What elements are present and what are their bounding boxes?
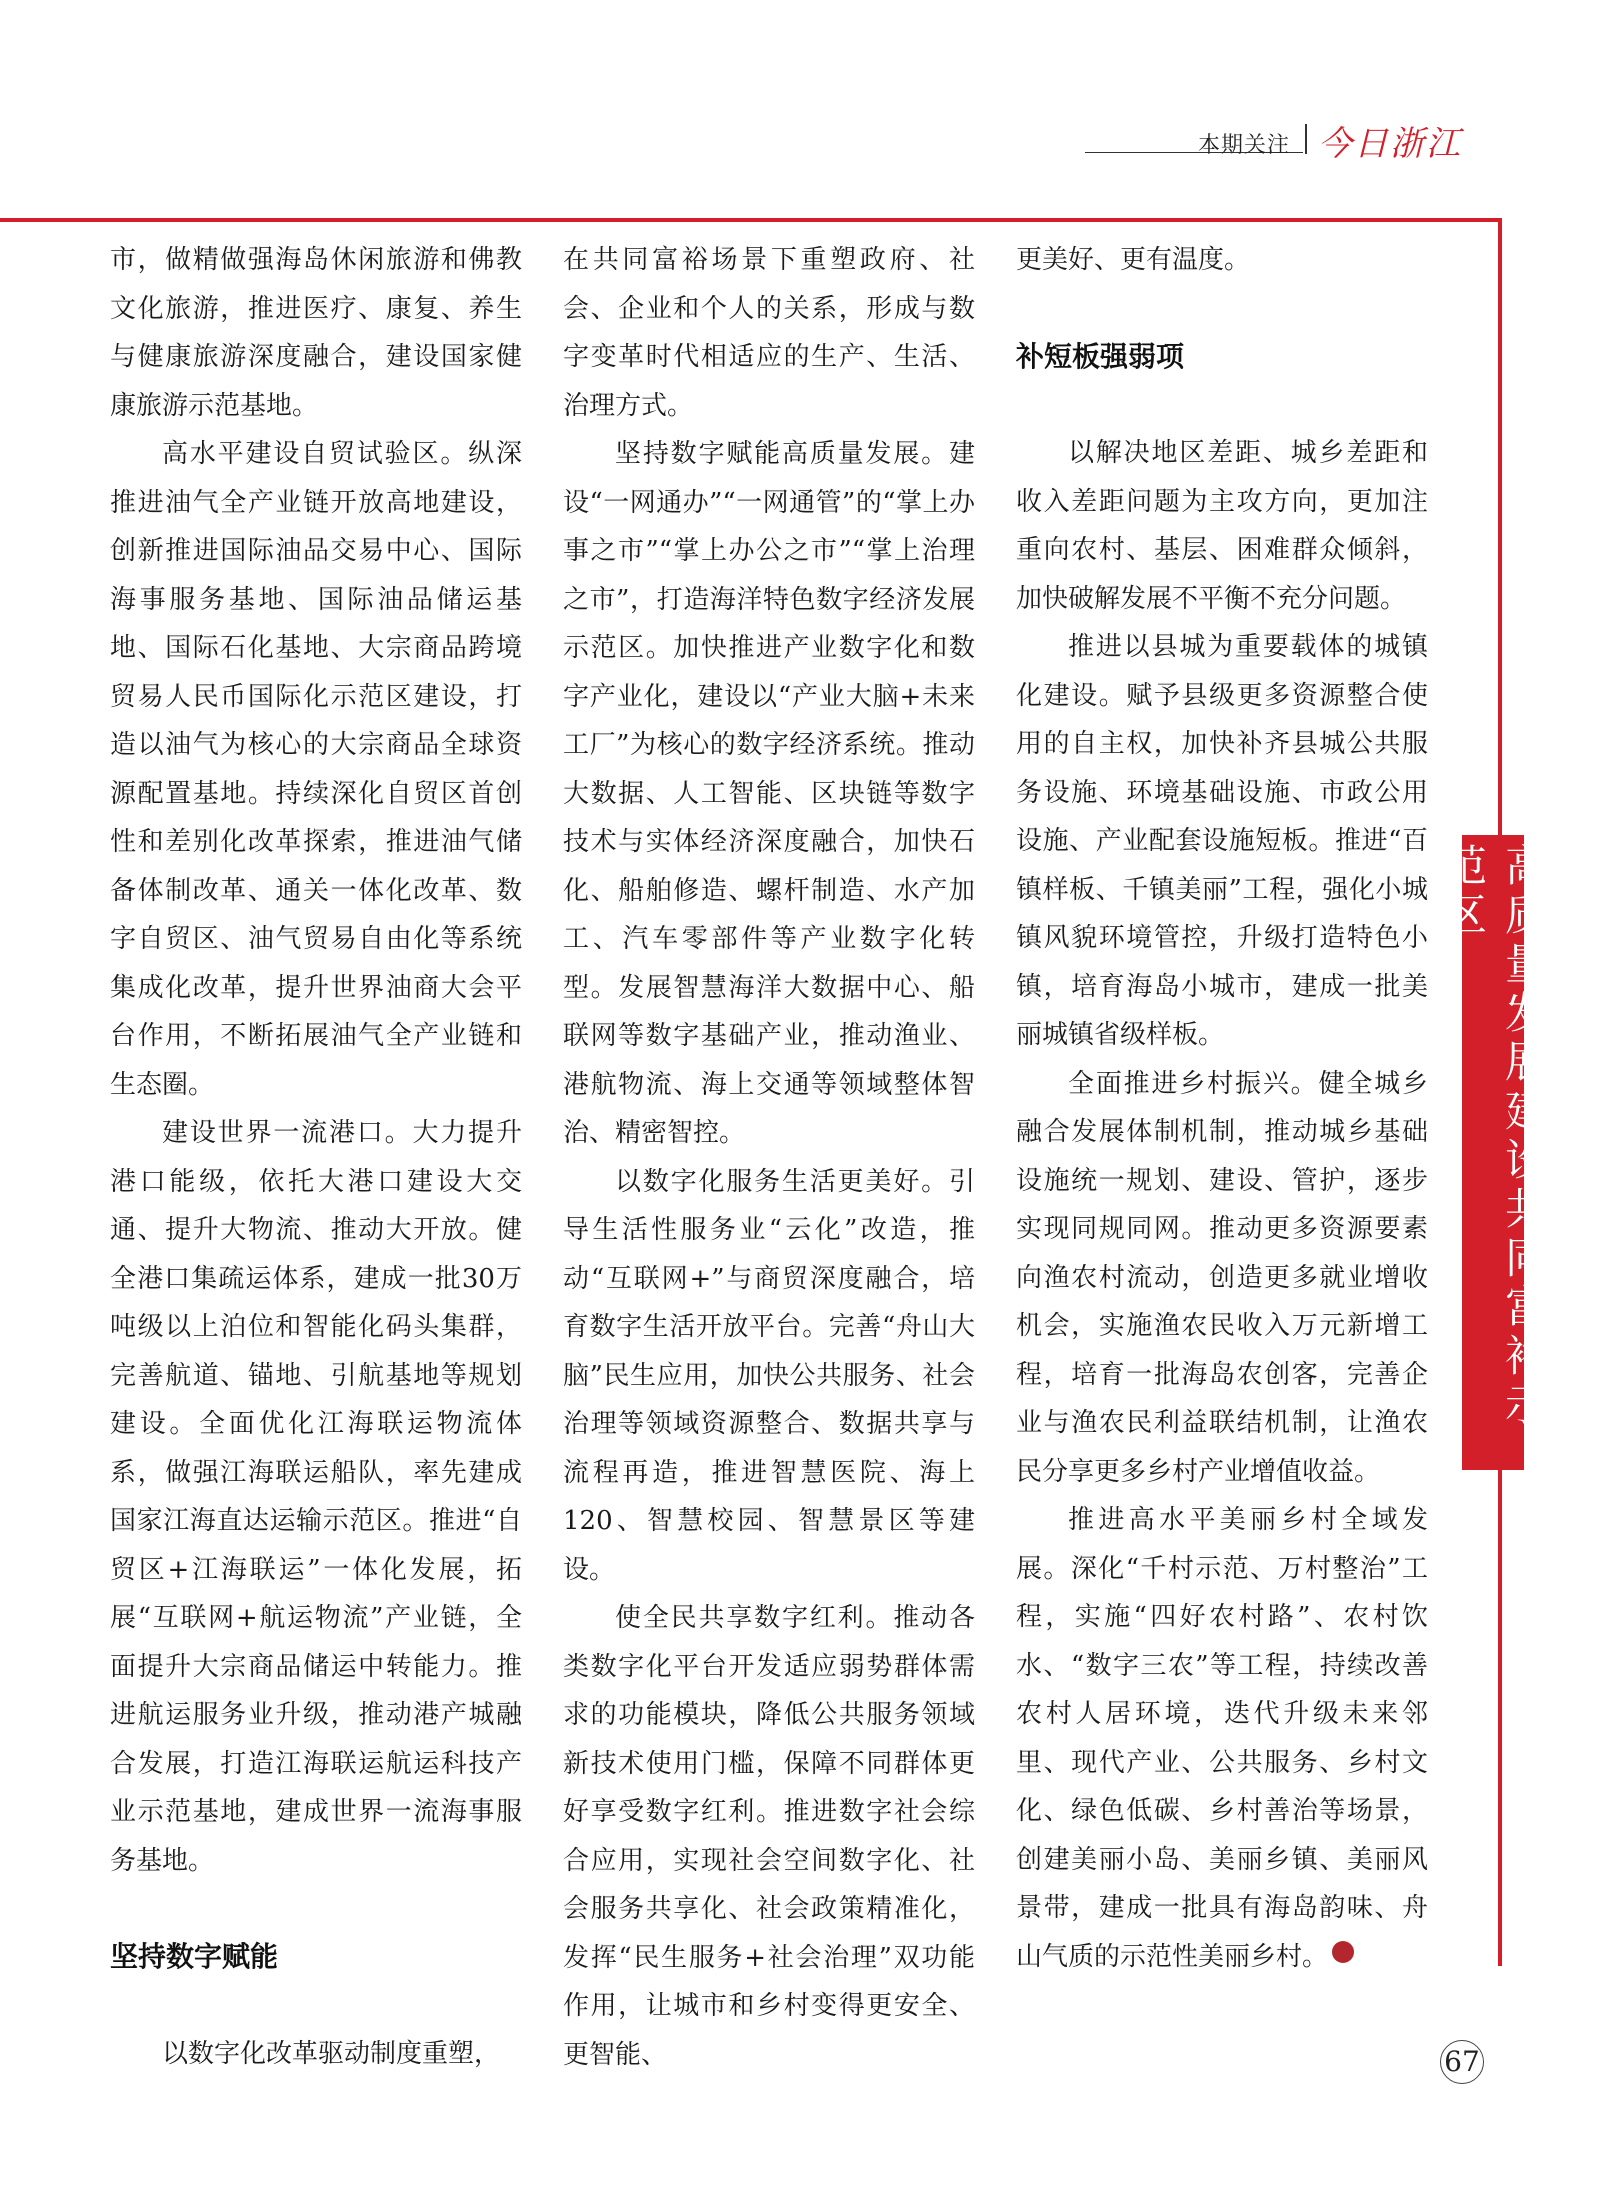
- paragraph: 在共同富裕场景下重塑政府、社会、企业和个人的关系，形成与数字变革时代相适应的生产、生活、治理方式。: [563, 245, 975, 421]
- side-title-banner: 高质量发展建设共同富裕示范区: [1462, 835, 1524, 1470]
- paragraph-last: [1016, 1496, 1428, 1981]
- article-column-1: [110, 236, 522, 2078]
- paragraph-text: 推进高水平美丽乡村全域发展。深化“千村示范、万村整治”工程，实施“四好农村路”、农村饮水、“数字三农”等工程，持续改善农村人居环境，迭代升级未来邻里、现代产业、公共服务、乡村文化、绿色低碳、乡村善治等场景，创建美丽小岛、美丽乡镇、美丽风景带，建成一批具有海岛韵味、舟山气质的示范性美丽乡村。: [1016, 1505, 1428, 1972]
- top-red-rule: [0, 218, 1502, 222]
- paragraph: 以数字化服务生活更美好。引导生活性服务业“云化”改造，推动“互联网+”与商贸深度融合，培育数字生活开放平台。完善“舟山大脑”民生应用，加快公共服务、社会治理等领域资源整合、数据共享与流程再造，推进智慧医院、海上120、智慧校园、智慧景区等建设。: [563, 1166, 975, 1585]
- paragraph: 坚持数字赋能高质量发展。建设“一网通办”“一网通管”的“掌上办事之市”“掌上办公之市”“掌上治理之市”，打造海洋特色数字经济发展示范区。加快推进产业数字化和数字产业化，建设以“产业大脑+未来工厂”为核心的数字经济系统。推动大数据、人工智能、区块链等数字技术与实体经济深度融合，加快石化、船舶修造、螺杆制造、水产加工、汽车零部件等产业数字化转型。发展智慧海洋大数据中心、船联网等数字基础产业，推动渔业、港航物流、海上交通等领域整体智治、精密智控。: [563, 439, 975, 1148]
- paragraph: 推进以县城为重要载体的城镇化建设。赋予县级更多资源整合使用的自主权，加快补齐县城公共服务设施、环境基础设施、市政公用设施、产业配套设施短板。推进“百镇样板、千镇美丽”工程，强化小城镇风貌环境管控，升级打造特色小镇，培育海岛小城市，建成一批美丽城镇省级样板。: [1016, 632, 1428, 1050]
- paragraph: 全面推进乡村振兴。健全城乡融合发展体制机制，推动城乡基础设施统一规划、建设、管护，逐步实现同规同网。推动更多资源要素向渔农村流动，创造更多就业增收机会，实施渔农民收入万元新增工程，培育一批海岛农创客，完善企业与渔农民利益联结机制，让渔农民分享更多乡村产业增值收益。: [1016, 1068, 1428, 1487]
- end-mark-icon: [1332, 1941, 1354, 1963]
- header-divider: [1305, 124, 1307, 154]
- paragraph: 更美好、更有温度。: [1016, 245, 1251, 275]
- article-column-2: [563, 236, 975, 2079]
- section-heading: 坚持数字赋能: [110, 1940, 279, 1973]
- page-number: 67: [1440, 2040, 1484, 2084]
- paragraph: 以解决地区差距、城乡差距和收入差距问题为主攻方向，更加注重向农村、基层、困难群众倾斜，加快破解发展不平衡不充分问题。: [1016, 438, 1428, 614]
- article-column-3: [1016, 236, 1428, 1981]
- section-heading: 补短板强弱项: [1016, 339, 1185, 373]
- paragraph: 高水平建设自贸试验区。纵深推进油气全产业链开放高地建设，创新推进国际油品交易中心、国际海事服务基地、国际油品储运基地、国际石化基地、大宗商品跨境贸易人民币国际化示范区建设，打造以油气为核心的大宗商品全球资源配置基地。持续深化自贸区首创性和差别化改革探索，推进油气储备体制改革、通关一体化改革、数字自贸区、油气贸易自由化等系统集成化改革，提升世界油商大会平台作用，不断拓展油气全产业链和生态圈。: [110, 439, 522, 1100]
- paragraph: 建设世界一流港口。大力提升港口能级，依托大港口建设大交通、提升大物流、推动大开放。健全港口集疏运体系，建成一批30万吨级以上泊位和智能化码头集群，完善航道、锚地、引航基地等规划建设。全面优化江海联运物流体系，做强江海联运船队，率先建成国家江海直达运输示范区。推进“自贸区+江海联运”一体化发展，拓展“互联网+航运物流”产业链，全面提升大宗商品储运中转能力。推进航运服务业升级，推动港产城融合发展，打造江海联运航运科技产业示范基地，建成世界一流海事服务基地。: [110, 1118, 522, 1876]
- paragraph: 市，做精做强海岛休闲旅游和佛教文化旅游，推进医疗、康复、养生与健康旅游深度融合，建设国家健康旅游示范基地。: [110, 245, 522, 421]
- magazine-logo: 今日浙江: [1318, 124, 1462, 164]
- section-label: 本期关注: [1198, 133, 1291, 158]
- paragraph: 使全民共享数字红利。推动各类数字化平台开发适应弱势群体需求的功能模块，降低公共服务领域新技术使用门槛，保障不同群体更好享受数字红利。推进数字社会综合应用，实现社会空间数字化、社会服务共享化、社会政策精准化，发挥“民生服务+社会治理”双功能作用，让城市和乡村变得更安全、更智能、: [563, 1603, 975, 2070]
- paragraph: 以数字化改革驱动制度重塑，: [162, 2038, 501, 2069]
